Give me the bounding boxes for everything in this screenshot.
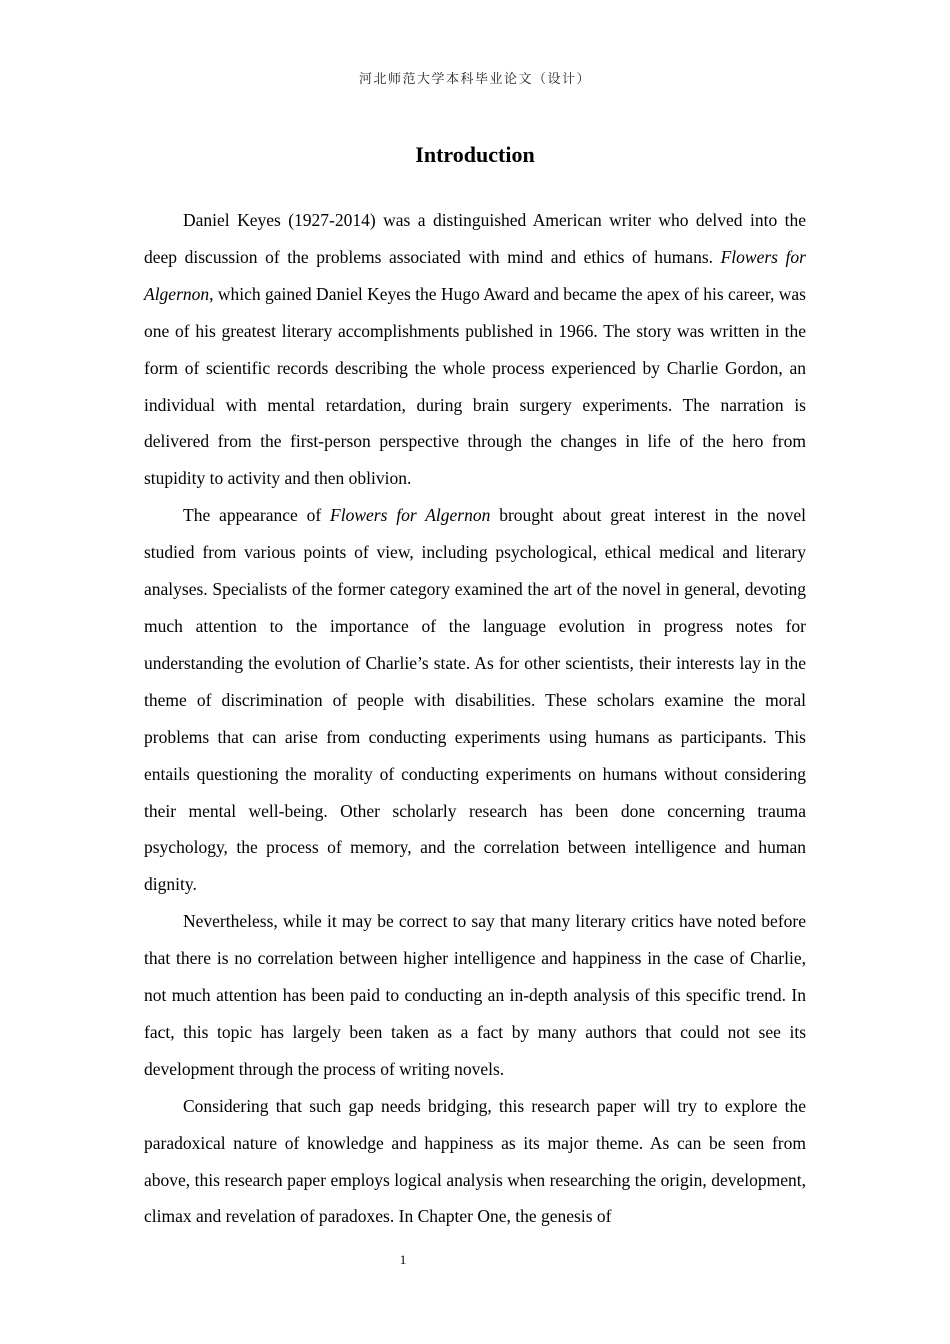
running-header: 河北师范大学本科毕业论文（设计）	[358, 72, 591, 87]
section-title: Introduction	[415, 142, 535, 167]
paragraph-3	[144, 903, 806, 1088]
paragraph-4	[144, 1088, 806, 1236]
paragraph-text: Daniel Keyes (1927-2014) was a distinguished American writer who delved into the deep discussion of the problems associated with mind and ethics of humans.	[144, 210, 806, 267]
paragraph-1	[144, 202, 806, 497]
paragraph-text: , which gained Daniel Keyes the Hugo Award and became the apex of his career, was one of his greatest literary accomplishments published in 1966. The story was written in the form of scientific records describing the whole process experienced by Charlie Gordon, an individual with mental retardation, during brain surgery experiments. The narration is delivered from the first-person perspective through the changes in life of the hero from stupidity to activity and then oblivion.	[144, 283, 806, 489]
paragraph-text: The appearance of	[183, 505, 331, 526]
book-title: Flowers for Algernon	[330, 505, 491, 526]
paragraph-text: Considering that such gap needs bridging, this research paper will try to explore the paradoxical nature of knowledge and happiness as its major theme. As can be seen from above, this research paper employs logical analysis when researching the origin, development, climax and revelation of paradoxes. In Chapter One, the genesis of	[144, 1095, 806, 1227]
body-text	[144, 202, 806, 1235]
book-title: Flowers for Algernon	[144, 246, 806, 304]
paragraph-text: brought about great interest in the novel studied from various points of view, including psychological, ethical medical and literary analyses. Specialists of the former category examined the art of the novel in general, devoting much attention to the importance of the language evolution in progress notes for understanding the evolution of Charlie’s state. As for other scientists, their interests lay in the theme of discrimination of people with disabilities. These scholars examine the moral problems that can arise from conducting experiments using humans as participants. This entails questioning the morality of conducting experiments on humans without considering their mental well-being. Other scholarly research has been done concerning trauma psychology, the process of memory, and the correlation between intelligence and human dignity.	[144, 505, 806, 895]
paragraph-2	[144, 497, 806, 903]
paragraph-text: Nevertheless, while it may be correct to say that many literary critics have noted before that there is no correlation between higher intelligence and happiness in the case of Charlie, not much attention has been paid to conducting an in-depth analysis of this specific trend. In fact, this topic has largely been taken as a fact by many authors that could not see its development through the process of writing novels.	[144, 911, 806, 1079]
page-number: 1	[399, 1252, 407, 1267]
